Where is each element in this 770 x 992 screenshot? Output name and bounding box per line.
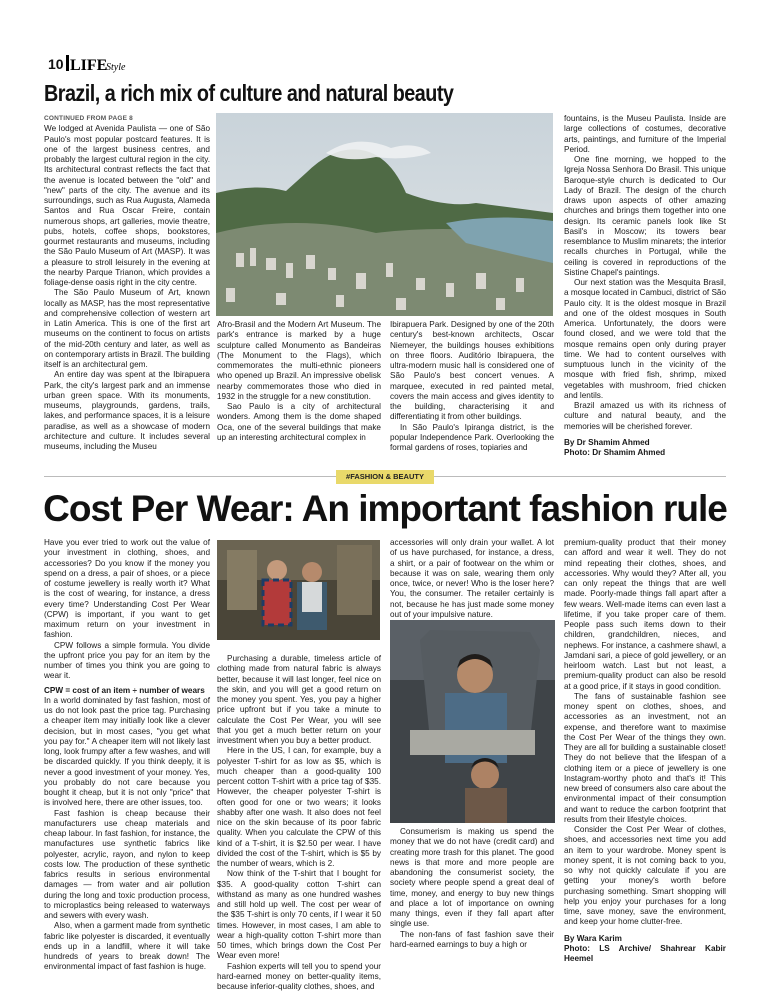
paragraph: In a world dominated by fast fashion, most of us do not look past the price tag. Purchasing a cheaper item may initially look like a clever decision, but in most cases, "you get what you pay for." A cheaper item will not likely last long, look frumpy after a few washes, and will be discarded quickly. If you think deeply, it is never a good investment of your money. Yes, you probably do not care because you bought it cheap, but it is not only "price" that is involved here, there are other issues, too. <box>44 696 210 809</box>
paragraph: premium-quality product that their money can afford and wear it well. They do not mind repeating their clothes, shoes, and accessories. Why would they? After all, you can only repeat the things that are well made. Poorly-made things fall apart after a few wears. Well-made items can even last a lifetime, if you take proper care of them. People pass such items down to their children, grandchildren, nieces, and nephews. For instance, a cashmere shawl, a Jamdani sari, a piece of gold jewellery, or an heirloom watch. Last but not least, a premium-quality product can also be resold at a good price, if it stays in good condition. <box>564 538 726 692</box>
photo-credit: Photo: LS Archive/ Shahrear Kabir Heemel <box>564 944 726 965</box>
article-title-brazil: Brazil, a rich mix of culture and natural beauty <box>44 80 453 107</box>
brazil-column-2 <box>217 320 381 443</box>
paragraph: An entire day was spent at the Ibirapuera Park, the city's largest park and an immense urban green space. With its monuments, museums, playgrounds, gardens, trails, lakes, and performance spaces, it is a leisure paradise, as well as a showcase of modern architecture and culture. It includes several museums, including the Museu <box>44 370 210 452</box>
life-style-logo <box>66 52 128 74</box>
paragraph: In São Paulo's Ipiranga district, is the popular Independence Park. Overlooking the formal gardens of roses, topiaries and <box>390 423 554 454</box>
byline: By Wara Karim <box>564 934 726 944</box>
svg-text:LIFE: LIFE <box>70 57 107 74</box>
paragraph: Fast fashion is cheap because their manufacturers use cheap materials and cheap labour. In fast fashion, for instance, the manufactures use synthetic fabrics like polyester, acrylic, rayon, and nylon to keep costs low. The production of these synthetic fabrics results in serious environmental damages — from water and air pollution during the long and toxic production process, to microplastics being released to waterways and sewers with every wash. <box>44 809 210 922</box>
brazil-column-3 <box>390 320 554 453</box>
paragraph: We lodged at Avenida Paulista — one of São Paulo's most popular postcard features. It is one of the largest business centres, and probably the largest cultural region in the city. Its architectural contrast reflects the fact that the avenue is located between the "old" and "new" parts of the city. The avenue and its surroundings, such as Rua Augusta, Alameda Santos and Rua Oscar Freire, contain numerous shops, art galleries, movie theatre, pubs, hotels, coffee shops, bookstores, gourmet restaurants and museums, including the São Paulo Museum of Art (MASP). It was a pleasure to stroll leisurely in the evening at the nearby Parque Trianon, which provides a foliage-dense oasis right in the city centre. <box>44 124 210 288</box>
cpw-column-1 <box>44 538 210 973</box>
paragraph: fountains, is the Museu Paulista. Inside are large collections of costumes, decorative arts, paintings, and furniture of the Imperial Period. <box>564 114 726 155</box>
formula-heading: CPW = cost of an item ÷ number of wears <box>44 686 210 696</box>
cpw-column-3a <box>390 538 554 620</box>
byline: By Dr Shamim Ahmed <box>564 438 726 448</box>
paragraph: Afro-Brasil and the Modern Art Museum. The park's entrance is marked by a huge sculpture called Monumento as Bandeiras (The Monument to the Flags), which commemorates the multi-ethnic pioneers who opened up Brazil. An impressive obelisk nearby commemorates those who died in 1932 in the struggle for a new constitution. <box>217 320 381 402</box>
men-fashion-photo <box>217 540 380 640</box>
paragraph: Here in the US, I can, for example, buy a polyester T-shirt for as low as $5, which is much cheaper than a good-quality 100 percent cotton T-shirt with a price tag of $35. However, the cheaper polyester T-shirt is often good for one or two wears; it looks shabby after one wash. It also does not feel nice on the skin because of its poor fabric quality. When you calculate the CPW of this kind of a T-shirt, it is $2.50 per wear. I have divided the cost of the T-shirt, which is $5 by the number of wears, which is 2. <box>217 746 381 869</box>
paragraph: Purchasing a durable, timeless article of clothing made from natural fabric is always better, because it will last longer, feel nice on the skin, and you will get a good return on the money you spent. Yes, you pay a higher price upfront but if you take a minute to calculate the Cost Per Wear, you will see that you get a much better return on your investment when you buy a better product. <box>217 654 381 746</box>
paragraph: The fans of sustainable fashion see money spent on clothes, shoes, and accessories as an investment, not an expense, and therefore want to maximise the Cost Per Wear of the things they own. They are all for building a sustainable closet! They do not believe that the lifespan of a clothing item or a piece of jewellery is one Instagram-worthy photo and that's it! This new breed of consumers also care about the environmental impact of their consumption and want to reduce the carbon footprint that results from their lifestyle choices. <box>564 692 726 825</box>
svg-text:Style: Style <box>106 62 126 73</box>
paragraph: Also, when a garment made from synthetic fabric like polyester is discarded, it eventually ends up in a landfill, where it will take hundreds of years to break down! The environmental impact of fast fashion is huge. <box>44 921 210 972</box>
continued-note: CONTINUED FROM PAGE 8 <box>44 114 210 124</box>
rio-landscape-photo <box>216 113 553 316</box>
paragraph: Now think of the T-shirt that I bought for $35. A good-quality cotton T-shirt can withstand as many as one hundred washes and still hold up well. The cost per wear of the $35 T-shirt is only 70 cents, if I wear it 50 times. However, in most cases, I am able to wear a high-quality cotton T-shirt more than 50 times, which brings down the Cost Per Wear even more! <box>217 869 381 961</box>
paragraph: Sao Paulo is a city of architectural wonders. Among them is the dome shaped Oca, one of the several buildings that make up an interesting architectural complex in <box>217 402 381 443</box>
paragraph: accessories will only drain your wallet. A lot of us have purchased, for instance, a dress, a shirt, or a pair of footwear on the whim or because it was on sale, wearing them only once, twice, or never! Who is the loser here? You, the consumer. The retailer certainly is not, because he has just made some money out of your impulsive nature. <box>390 538 554 620</box>
paragraph: The São Paulo Museum of Art, known locally as MASP, has the most representative and comprehensive collection of western art in Latin America. This is one of the first art museums on the continent to focus on artists of the mid-20th century and later, as well as on contemporary artists in Brazil. The building itself is an architectural gem. <box>44 288 210 370</box>
article-title-cost-per-wear: Cost Per Wear: An important fashion rule <box>0 488 770 530</box>
category-tag: #FASHION & BEAUTY <box>336 470 434 484</box>
paragraph: Consumerism is making us spend the money that we do not have (credit card) and creating more trash for this planet. The good news is that more and more people are abandoning the consumerist society, the society where people spend a great deal of time, money, and energy to buy new things and place a lot of importance on owning many things, even if they fall apart after single use. <box>390 827 554 930</box>
paragraph: Have you ever tried to work out the value of your investment in clothing, shoes, and accessories? Do you know if the money you spend on a dress, a pair of shoes, or a piece of costume jewellery is really worth it? What is the cost of wearing, for instance, a dress every time? Understanding Cost Per Wear (CPW) is important, if you want to get maximum return on your investment in fashion. <box>44 538 210 641</box>
paragraph: Fashion experts will tell you to spend your hard-earned money on better-quality items, because inferior-quality clothes, shoes, and <box>217 962 381 992</box>
page-number: 10 <box>48 56 64 72</box>
paragraph: The non-fans of fast fashion save their hard-earned earnings to buy a high or <box>390 930 554 951</box>
cpw-column-3b <box>390 827 554 950</box>
paragraph: CPW follows a simple formula. You divide the upfront price you pay for an item by the number of times you think you are going to wear it. <box>44 641 210 682</box>
paragraph: Brazil amazed us with its richness of culture and natural beauty, and the memories will be cherished forever. <box>564 401 726 432</box>
paragraph: One fine morning, we hopped to the Igreja Nossa Senhora Do Brasil. This unique Baroque-style church is dedicated to Our Lady of Brazil. The design of the church draws upon aspects of other amazing churches and brings them together into one design. Its ceramic panels look like St Basil's in Moscow; its towers bear resemblance to Muslim minarets; the interior recalls churches in Portugal, while the ceiling is covered in reproductions of the Sistine Chapel's paintings. <box>564 155 726 278</box>
paragraph: Consider the Cost Per Wear of clothes, shoes, and accessories next time you add an item to your wardrobe. Money spent is money spent, it is not coming back to you, so why not quickly calculate if you are getting your money's worth before purchasing something. Smart shopping will help you enjoy your purchases for a long time, save money, save the environment, and keep your home clutter-free. <box>564 825 726 928</box>
brazil-column-1 <box>44 114 210 452</box>
paragraph: Ibirapuera Park. Designed by one of the 20th century's best-known architects, Oscar Niemeyer, the buildings houses exhibitions on three floors. Auditório Ibirapuera, the ultra-modern music hall is considered one of São Paulo's best concert venues. A marquee, executed in red painted metal, covers the main access and gives identity to the building, characterising it and differentiating it from other buildings. <box>390 320 554 423</box>
photo-credit: Photo: Dr Shamim Ahmed <box>564 448 726 458</box>
cpw-column-4 <box>564 538 726 964</box>
cpw-column-2 <box>217 654 381 992</box>
brazil-column-4 <box>564 114 726 458</box>
tailor-workshop-photo <box>390 620 555 823</box>
paragraph: Our next station was the Mesquita Brasil, a mosque located in Cambuci, district of São Paulo city. It is the oldest mosque in Brazil and one of the oldest mosques in South America. Unfortunately, the doors were found closed, and we were told that the mosque remains open only during prayer time. We had to content ourselves with sumptuous lunch in the vicinity of the mosque with fried fish, shrimp, mixed vegetables with mushroom, fried chicken and lentils. <box>564 278 726 401</box>
